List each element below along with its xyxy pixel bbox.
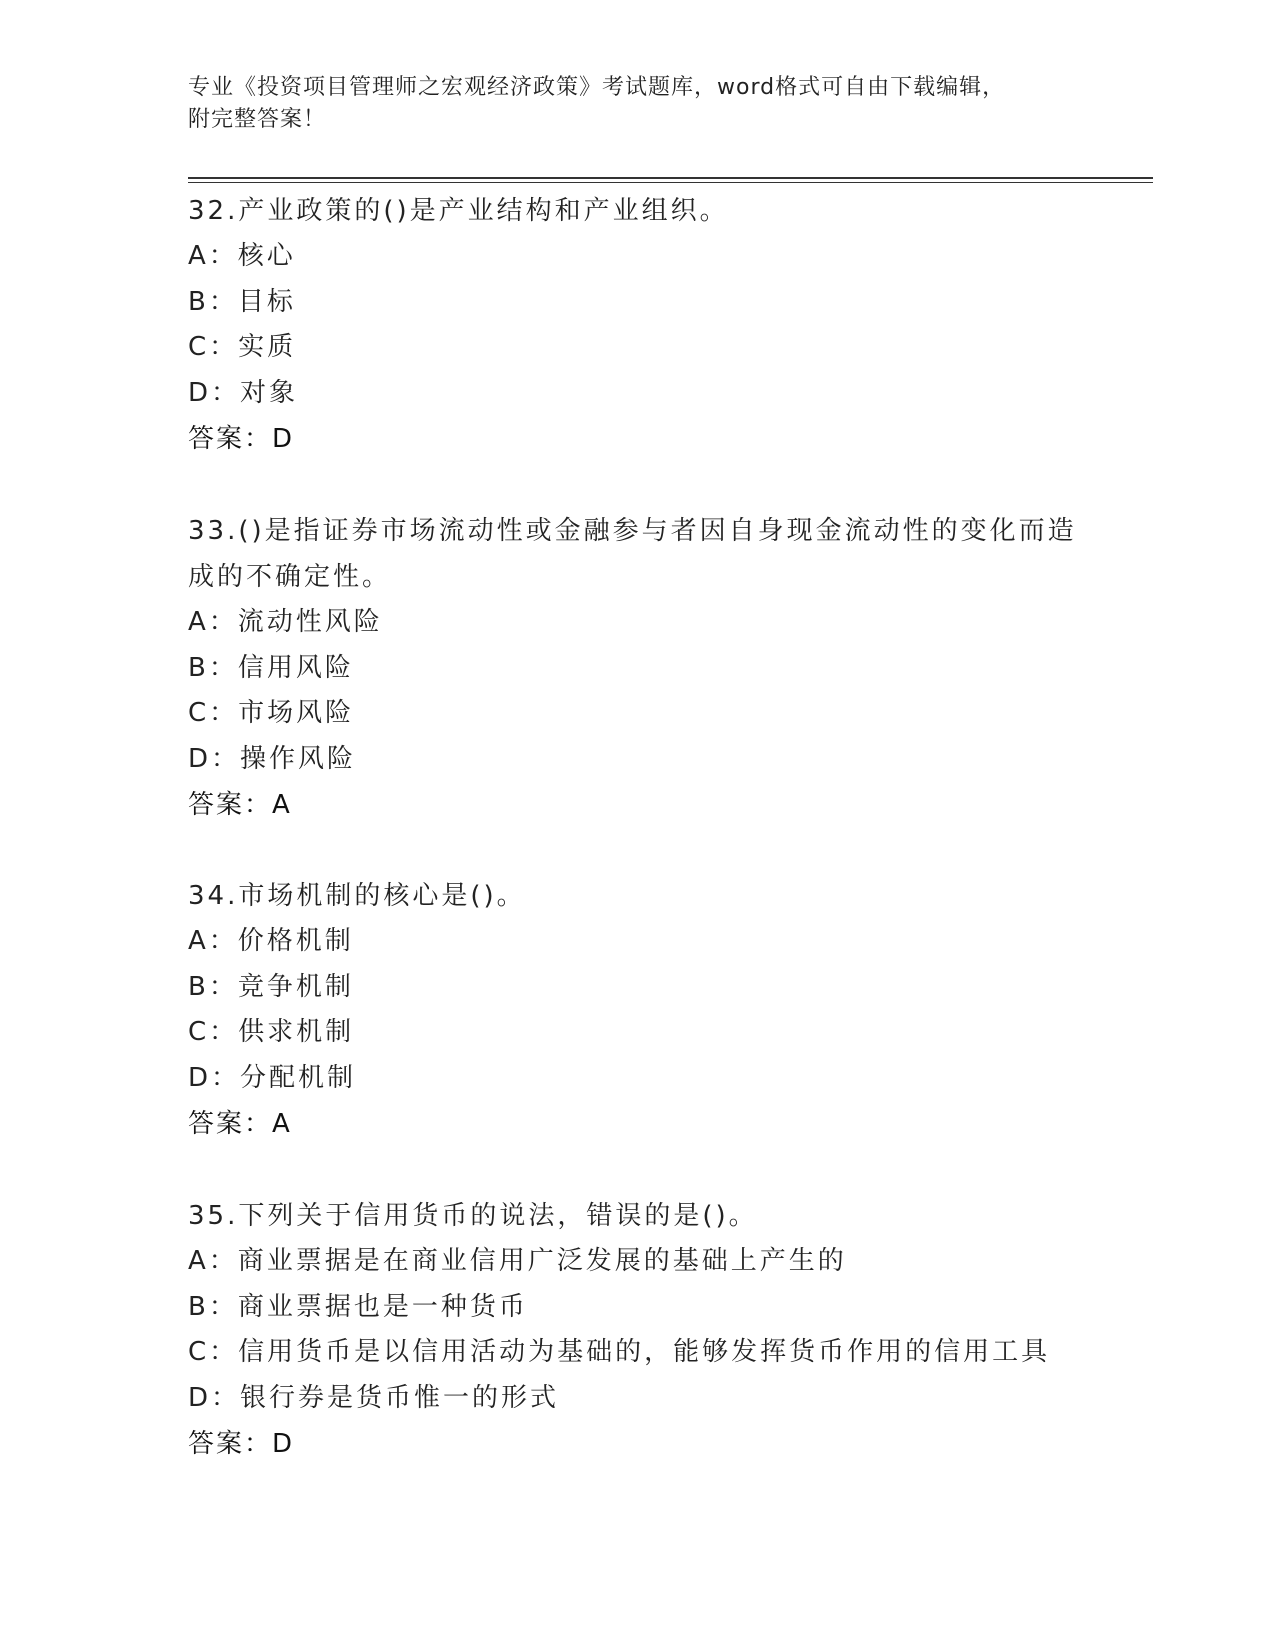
option-c: C：实质 [188, 332, 297, 362]
answer: 答案：A [188, 790, 292, 820]
question-34 [188, 873, 1088, 1147]
option-c: C：信用货币是以信用活动为基础的，能够发挥货币作用的信用工具 [188, 1337, 1051, 1367]
option-a: A：核心 [188, 241, 296, 271]
option-d: D：对象 [188, 377, 299, 408]
option-b: B：商业票据也是一种货币 [188, 1291, 528, 1322]
option-d: D：分配机制 [188, 1062, 357, 1093]
option-b: B：目标 [188, 286, 296, 317]
question-35 [188, 1193, 1088, 1467]
option-c: C：供求机制 [188, 1017, 355, 1047]
answer: 答案：D [188, 424, 295, 454]
option-a: A：价格机制 [188, 926, 354, 956]
option-c: C：市场风险 [188, 698, 355, 728]
header-line-1: 专业《投资项目管理师之宏观经济政策》考试题库，word格式可自由下载编辑， [188, 75, 1006, 100]
question-stem: 33.()是指证券市场流动性或金融参与者因自身现金流动性的变化而造成的不确定性。 [188, 516, 1077, 592]
header-divider-top [188, 177, 1153, 179]
question-32 [188, 188, 1088, 462]
option-a: A：商业票据是在商业信用广泛发展的基础上产生的 [188, 1246, 847, 1276]
option-d: D：银行券是货币惟一的形式 [188, 1382, 560, 1413]
answer: 答案：A [188, 1109, 292, 1139]
option-b: B：信用风险 [188, 652, 354, 683]
option-a: A：流动性风险 [188, 607, 383, 637]
question-stem: 32.产业政策的()是产业结构和产业组织。 [188, 196, 729, 226]
header-line-2: 附完整答案！ [188, 107, 327, 132]
question-33 [188, 508, 1088, 828]
question-stem: 34.市场机制的核心是()。 [188, 881, 526, 911]
option-d: D：操作风险 [188, 743, 357, 774]
option-b: B：竞争机制 [188, 971, 354, 1002]
answer: 答案：D [188, 1429, 295, 1459]
question-stem: 35.下列关于信用货币的说法，错误的是()。 [188, 1201, 758, 1231]
document-header [188, 72, 1088, 136]
header-divider-bottom [188, 182, 1153, 183]
